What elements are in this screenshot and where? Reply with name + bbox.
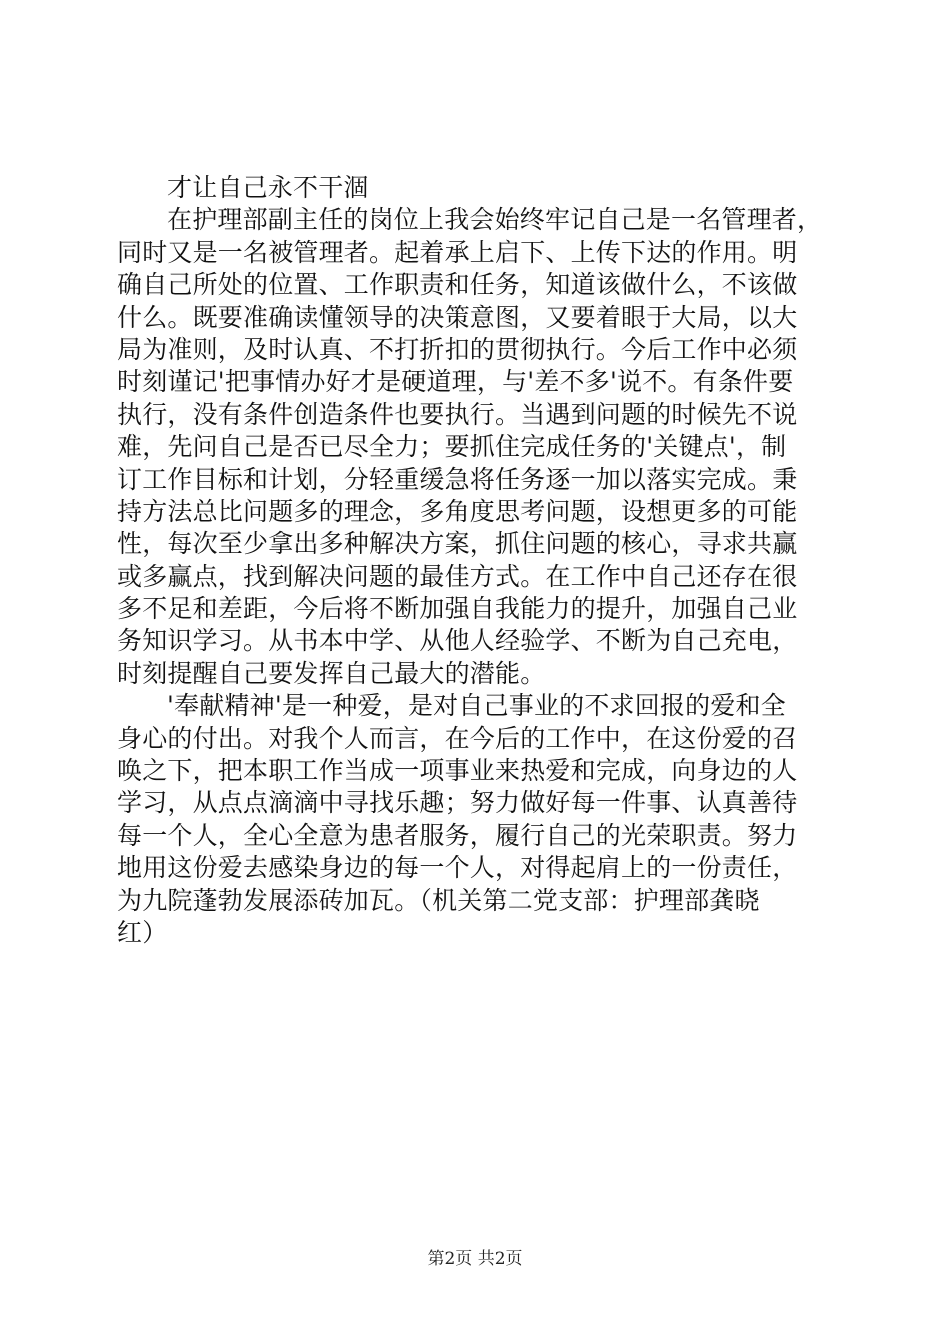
text-line: 局为准则，及时认真、不打折扣的贯彻执行。今后工作中必须	[117, 334, 798, 364]
text-line: 多不足和差距，今后将不断加强自我能力的提升，加强自己业	[117, 594, 798, 624]
text-line: 身心的付出。对我个人而言，在今后的工作中，在这份爱的召	[117, 723, 798, 753]
text-line: 地用这份爱去感染身边的每一个人，对得起肩上的一份责任，	[117, 853, 798, 883]
text-line: 执行，没有条件创造条件也要执行。当遇到问题的时候先不说	[117, 399, 798, 429]
text-line: 每一个人，全心全意为患者服务，履行自己的光荣职责。努力	[117, 820, 798, 850]
text-line: 唤之下，把本职工作当成一项事业来热爱和完成，向身边的人	[117, 756, 798, 786]
text-line: 订工作目标和计划，分轻重缓急将任务逐一加以落实完成。秉	[117, 464, 798, 494]
text-line: 学习，从点点滴滴中寻找乐趣；努力做好每一件事、认真善待	[117, 788, 798, 818]
text-line: 持方法总比问题多的理念，多角度思考问题，设想更多的可能	[117, 496, 798, 526]
text-line: 才让自己永不干涸	[167, 173, 369, 202]
document-body	[117, 172, 837, 949]
text-line: 确自己所处的位置、工作职责和任务，知道该做什么，不该做	[117, 270, 798, 300]
paragraph	[117, 172, 837, 204]
paragraph	[117, 690, 837, 949]
text-line: 在护理部副主任的岗位上我会始终牢记自己是一名管理者，	[167, 205, 823, 235]
text-line: '奉献精神'是一种爱，是对自己事业的不求回报的爱和全	[167, 691, 786, 721]
text-line: 务知识学习。从书本中学、从他人经验学、不断为自己充电，	[117, 626, 798, 656]
text-line: 难，先问自己是否已尽全力；要抓住完成任务的'关键点'，制	[117, 432, 787, 462]
text-line: 红）	[117, 917, 168, 947]
text-line: 同时又是一名被管理者。起着承上启下、上传下达的作用。明	[117, 237, 798, 267]
paragraph	[117, 204, 837, 690]
text-line: 或多赢点，找到解决问题的最佳方式。在工作中自己还存在很	[117, 561, 798, 591]
text-line: 性，每次至少拿出多种解决方案，抓住问题的核心，寻求共赢	[117, 529, 798, 559]
text-line: 什么。既要准确读懂领导的决策意图，又要着眼于大局，以大	[117, 302, 798, 332]
text-line: 时刻谨记'把事情办好才是硬道理，与'差不多'说不。有条件要	[117, 367, 794, 397]
text-line: 为九院蓬勃发展添砖加瓦。（机关第二党支部：护理部龚晓	[117, 885, 760, 915]
text-line: 时刻提醒自己要发挥自己最大的潜能。	[117, 658, 546, 688]
page-footer: 第2页 共2页	[427, 1249, 523, 1269]
